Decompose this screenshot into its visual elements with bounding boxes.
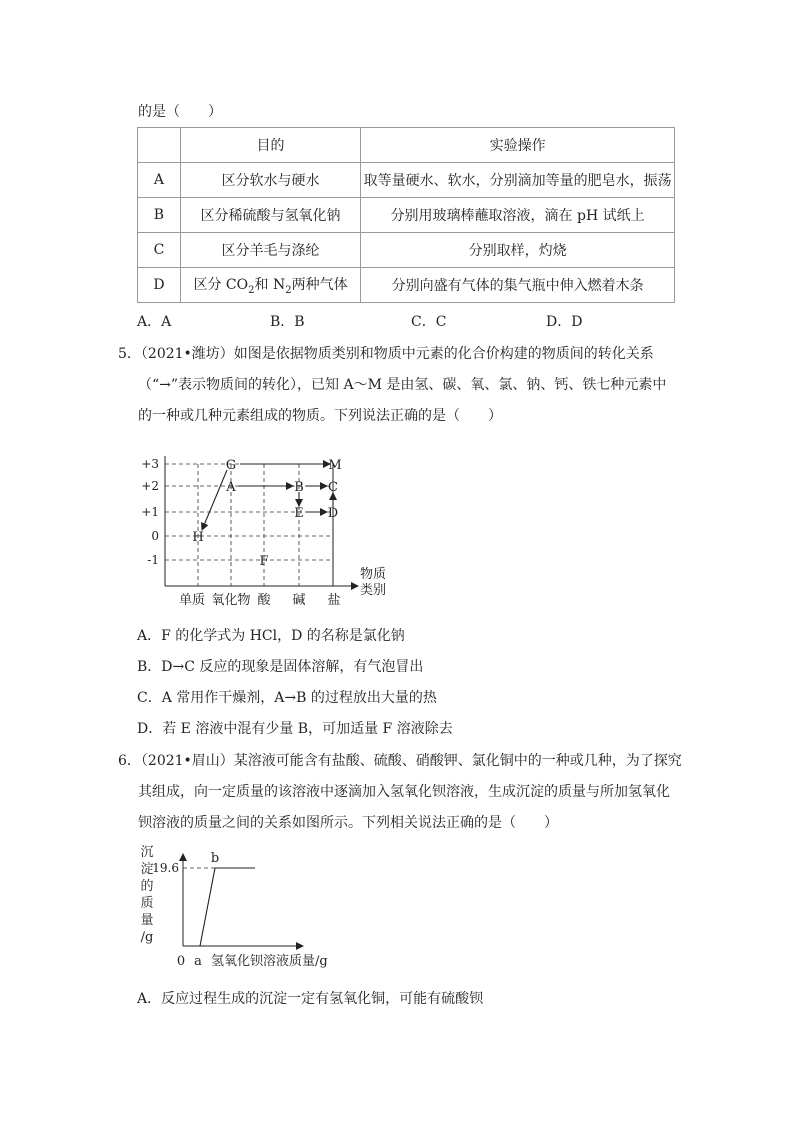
q4-option-d: D．D <box>546 314 583 330</box>
table-cell: 区分羊毛与涤纶 <box>180 233 360 268</box>
x-tick-label: 氧化物 <box>211 593 251 608</box>
x-tick-label: 盐 <box>327 593 341 608</box>
table-cell: 区分软水与硬水 <box>180 163 360 198</box>
q5-choice-c: C．A 常用作干燥剂，A→B 的过程放出大量的热 <box>137 690 437 706</box>
q6-chart <box>135 840 355 972</box>
x-tick-label: 碱 <box>292 593 306 608</box>
q6-line: 其组成，向一定质量的该溶液中逐滴加入氢氧化钡溶液，生成沉淀的质量与所加氢氧化 <box>138 784 670 800</box>
table-cell: 区分稀硫酸与氢氧化钠 <box>180 198 360 233</box>
table-row <box>138 268 675 303</box>
table-cell: 分别向盛有气体的集气瓶中伸入燃着木条 <box>361 268 675 303</box>
subscript: 2 <box>248 284 255 296</box>
q6-choice-a: A．反应过程生成的沉淀一定有氢氧化铜，可能有硫酸钡 <box>137 991 484 1007</box>
table-row <box>138 233 675 268</box>
point-label-f: F <box>259 554 269 569</box>
point-label-c: C <box>328 480 338 495</box>
y-tick-label: +1 <box>141 505 159 519</box>
grid-vertical <box>198 464 299 586</box>
table-header-row <box>138 128 675 163</box>
y-axis-label-char: 淀 <box>140 862 154 877</box>
x-axis-label: 类别 <box>359 583 387 598</box>
q6-line: 钡溶液的质量之间的关系如图所示。下列相关说法正确的是（ ） <box>138 815 558 831</box>
table-cell <box>180 268 360 303</box>
q5-chart <box>130 448 400 608</box>
table-cell: 分别取样，灼烧 <box>361 233 675 268</box>
point-label-m: M <box>328 458 342 473</box>
table-row <box>138 163 675 198</box>
table-cell: A <box>138 163 181 198</box>
y-tick-label: +2 <box>141 479 159 493</box>
table-row <box>138 198 675 233</box>
q5-choice-b: B．D→C 反应的现象是固体溶解，有气泡冒出 <box>137 659 424 675</box>
point-label-b: B <box>294 480 304 495</box>
x-tick-label: 单质 <box>178 593 206 608</box>
table-header-cell: 实验操作 <box>361 128 675 163</box>
y-axis-label-char: 质 <box>140 896 154 911</box>
y-value-label: 19.6 <box>152 861 179 875</box>
x-tick-label: 酸 <box>257 593 271 608</box>
table-cell: 分别用玻璃棒蘸取溶液，滴在 pH 试纸上 <box>361 198 675 233</box>
point-label-g: G <box>225 458 237 473</box>
table-cell: C <box>138 233 181 268</box>
point-label-d: D <box>327 506 339 521</box>
q4-intro: 的是（ ） <box>138 104 222 120</box>
cell-text: 和 N <box>254 277 286 294</box>
q5-choice-d: D．若 E 溶液中混有少量 B，可加适量 F 溶液除去 <box>137 721 453 737</box>
origin-label: 0 <box>176 954 186 969</box>
x-axis-label: 氢氧化钡溶液质量/g <box>211 954 328 969</box>
table-header-cell: 目的 <box>180 128 360 163</box>
table-header-cell <box>138 128 181 163</box>
y-tick-label: +3 <box>141 457 159 471</box>
y-tick-label: -1 <box>147 553 159 567</box>
y-tick-label: 0 <box>151 529 159 543</box>
point-label-a: a <box>194 954 202 969</box>
subscript: 2 <box>285 284 292 296</box>
cell-text: 区分 CO <box>193 277 249 294</box>
arrow-g-to-h <box>202 470 227 530</box>
q5-line: 的一种或几种元素组成的物质。下列说法正确的是（ ） <box>138 408 502 424</box>
y-axis-label-char: /g <box>140 930 154 945</box>
cell-text: 两种气体 <box>291 277 348 294</box>
point-label-e: E <box>294 506 304 521</box>
y-axis-label-char: 量 <box>140 913 154 928</box>
precipitate-curve <box>200 868 255 946</box>
point-label-a: A <box>226 480 236 495</box>
x-axis-label: 物质 <box>359 567 387 582</box>
q4-table <box>137 127 675 303</box>
q6-stem <box>118 746 688 839</box>
q6-line: 6．（2021•眉山）某溶液可能含有盐酸、硫酸、硝酸钾、氯化铜中的一种或几种，为了探究 <box>118 753 682 769</box>
point-label-h: H <box>192 530 204 545</box>
q5-line: 5．（2021•潍坊）如图是依据物质类别和物质中元素的化合价构建的物质间的转化关系 <box>118 346 654 362</box>
q4-option-a: A．A <box>137 314 172 330</box>
point-label-b: b <box>210 851 220 866</box>
q5-line: （“→”表示物质间的转化），已知 A～M 是由氢、碳、氧、氯、钠、钙、铁七种元素中 <box>138 377 667 393</box>
table-cell: D <box>138 268 181 303</box>
q4-option-c: C．C <box>411 314 447 330</box>
q5-stem <box>118 339 688 432</box>
y-axis-label-char: 的 <box>140 879 154 894</box>
y-axis-label-char: 沉 <box>140 845 154 860</box>
table-cell: 取等量硬水、软水，分别滴加等量的肥皂水，振荡 <box>361 163 675 198</box>
table-cell: B <box>138 198 181 233</box>
q4-option-b: B．B <box>270 314 305 330</box>
q5-choice-a: A．F 的化学式为 HCl，D 的名称是氯化钠 <box>137 628 405 644</box>
